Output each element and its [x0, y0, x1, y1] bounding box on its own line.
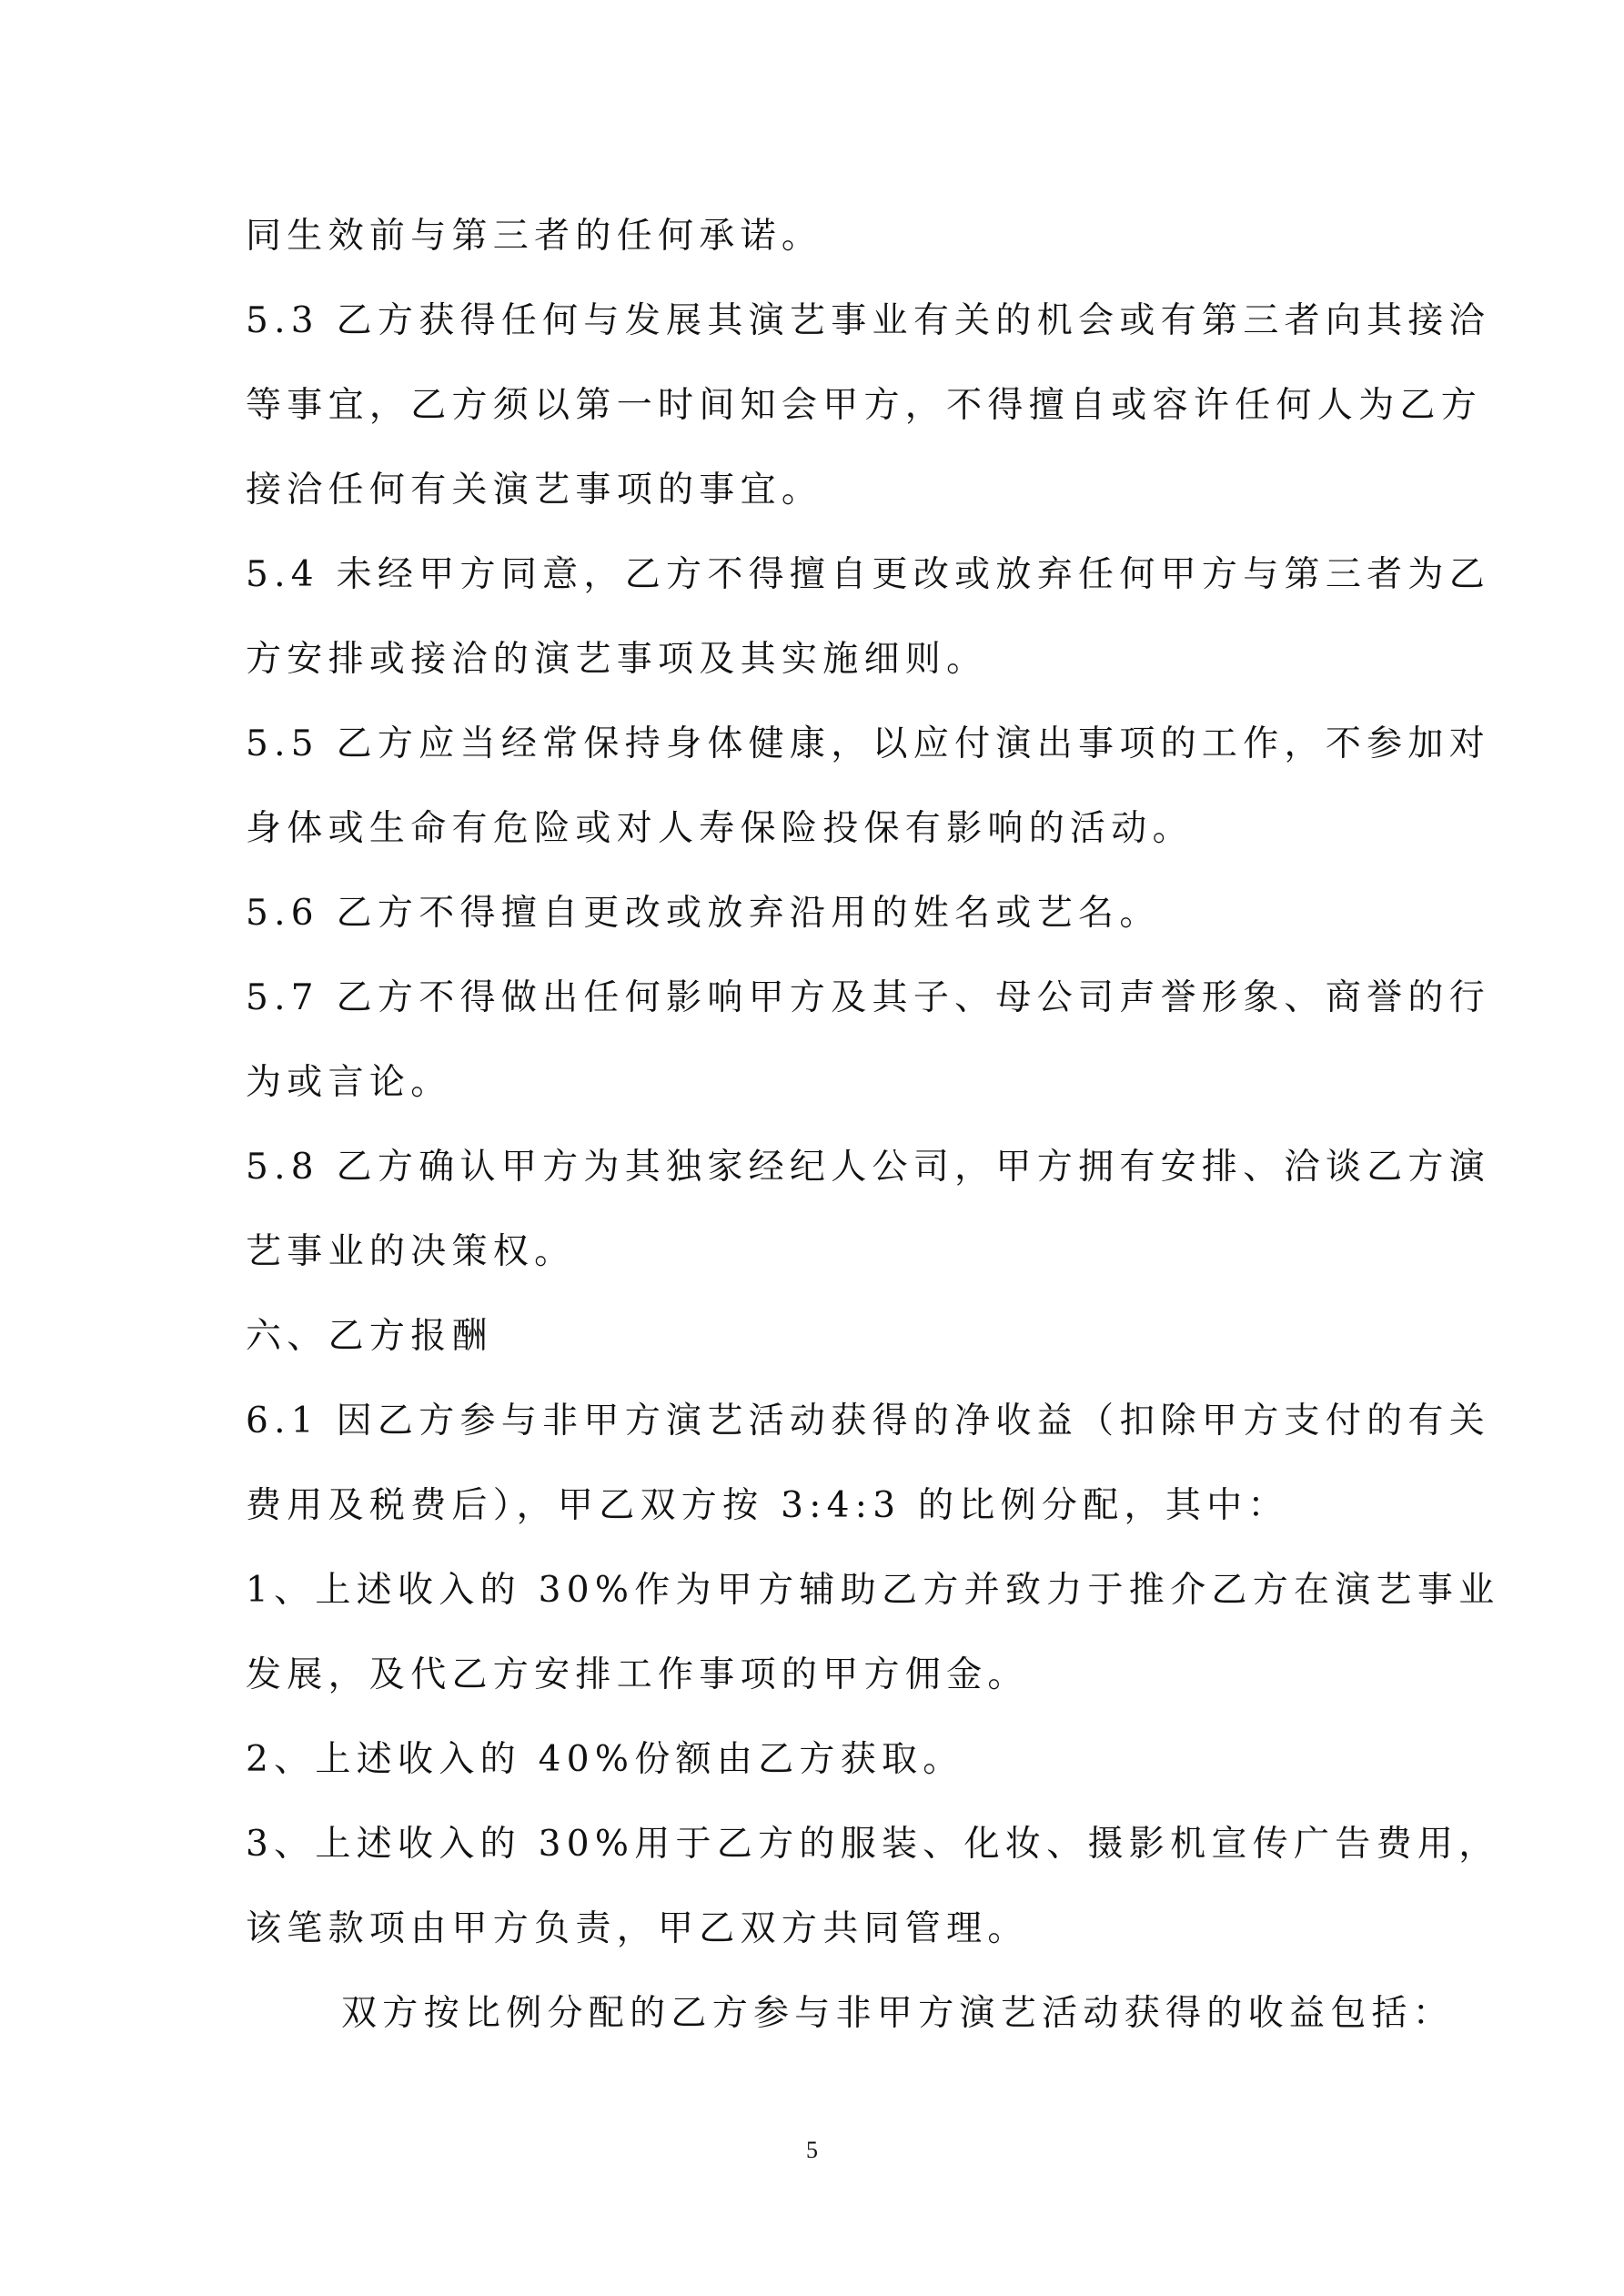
- text-line: 身体或生命有危险或对人寿保险投保有影响的活动。: [246, 808, 1194, 849]
- list-item-1: 1、上述收入的 30%作为甲方辅助乙方并致力于推介乙方在演艺事业: [246, 1570, 1500, 1611]
- text-line: 费用及税费后），甲乙双方按 3:4:3 的比例分配，其中：: [246, 1485, 1289, 1526]
- clause-5-8: 5.8 乙方确认甲方为其独家经纪人公司，甲方拥有安排、洽谈乙方演: [246, 1147, 1491, 1188]
- clause-6-1: 6.1 因乙方参与非甲方演艺活动获得的净收益（扣除甲方支付的有关: [246, 1401, 1491, 1441]
- text-line: 等事宜，乙方须以第一时间知会甲方，不得擅自或容许任何人为乙方: [246, 385, 1483, 426]
- section-heading: 六、乙方报酬: [246, 1316, 493, 1357]
- clause-5-4: 5.4 未经甲方同意，乙方不得擅自更改或放弃任何甲方与第三者为乙: [246, 554, 1491, 595]
- clause-5-7: 5.7 乙方不得做出任何影响甲方及其子、母公司声誉形象、商誉的行: [246, 977, 1491, 1018]
- text-line: 方安排或接洽的演艺事项及其实施细则。: [246, 639, 988, 680]
- list-item-2: 2、上述收入的 40%份额由乙方获取。: [246, 1739, 964, 1780]
- text-line: 发展，及代乙方安排工作事项的甲方佣金。: [246, 1654, 1029, 1695]
- text-line: 接洽任何有关演艺事项的事宜。: [246, 470, 823, 511]
- indented-paragraph: 双方按比例分配的乙方参与非甲方演艺活动获得的收益包括：: [341, 1993, 1455, 2034]
- page-number: 5: [806, 2137, 818, 2163]
- text-line: 该笔款项由甲方负责，甲乙双方共同管理。: [246, 1908, 1029, 1949]
- text-line: 同生效前与第三者的任何承诺。: [246, 216, 823, 257]
- clause-5-5: 5.5 乙方应当经常保持身体健康，以应付演出事项的工作，不参加对: [246, 723, 1491, 764]
- list-item-3: 3、上述收入的 30%用于乙方的服装、化妆、摄影机宣传广告费用，: [246, 1824, 1500, 1865]
- clause-5-6: 5.6 乙方不得擅自更改或放弃沿用的姓名或艺名。: [246, 893, 1161, 934]
- text-line: 艺事业的决策权。: [246, 1231, 576, 1272]
- clause-5-3: 5.3 乙方获得任何与发展其演艺事业有关的机会或有第三者向其接洽: [246, 300, 1491, 341]
- text-line: 为或言论。: [246, 1062, 452, 1103]
